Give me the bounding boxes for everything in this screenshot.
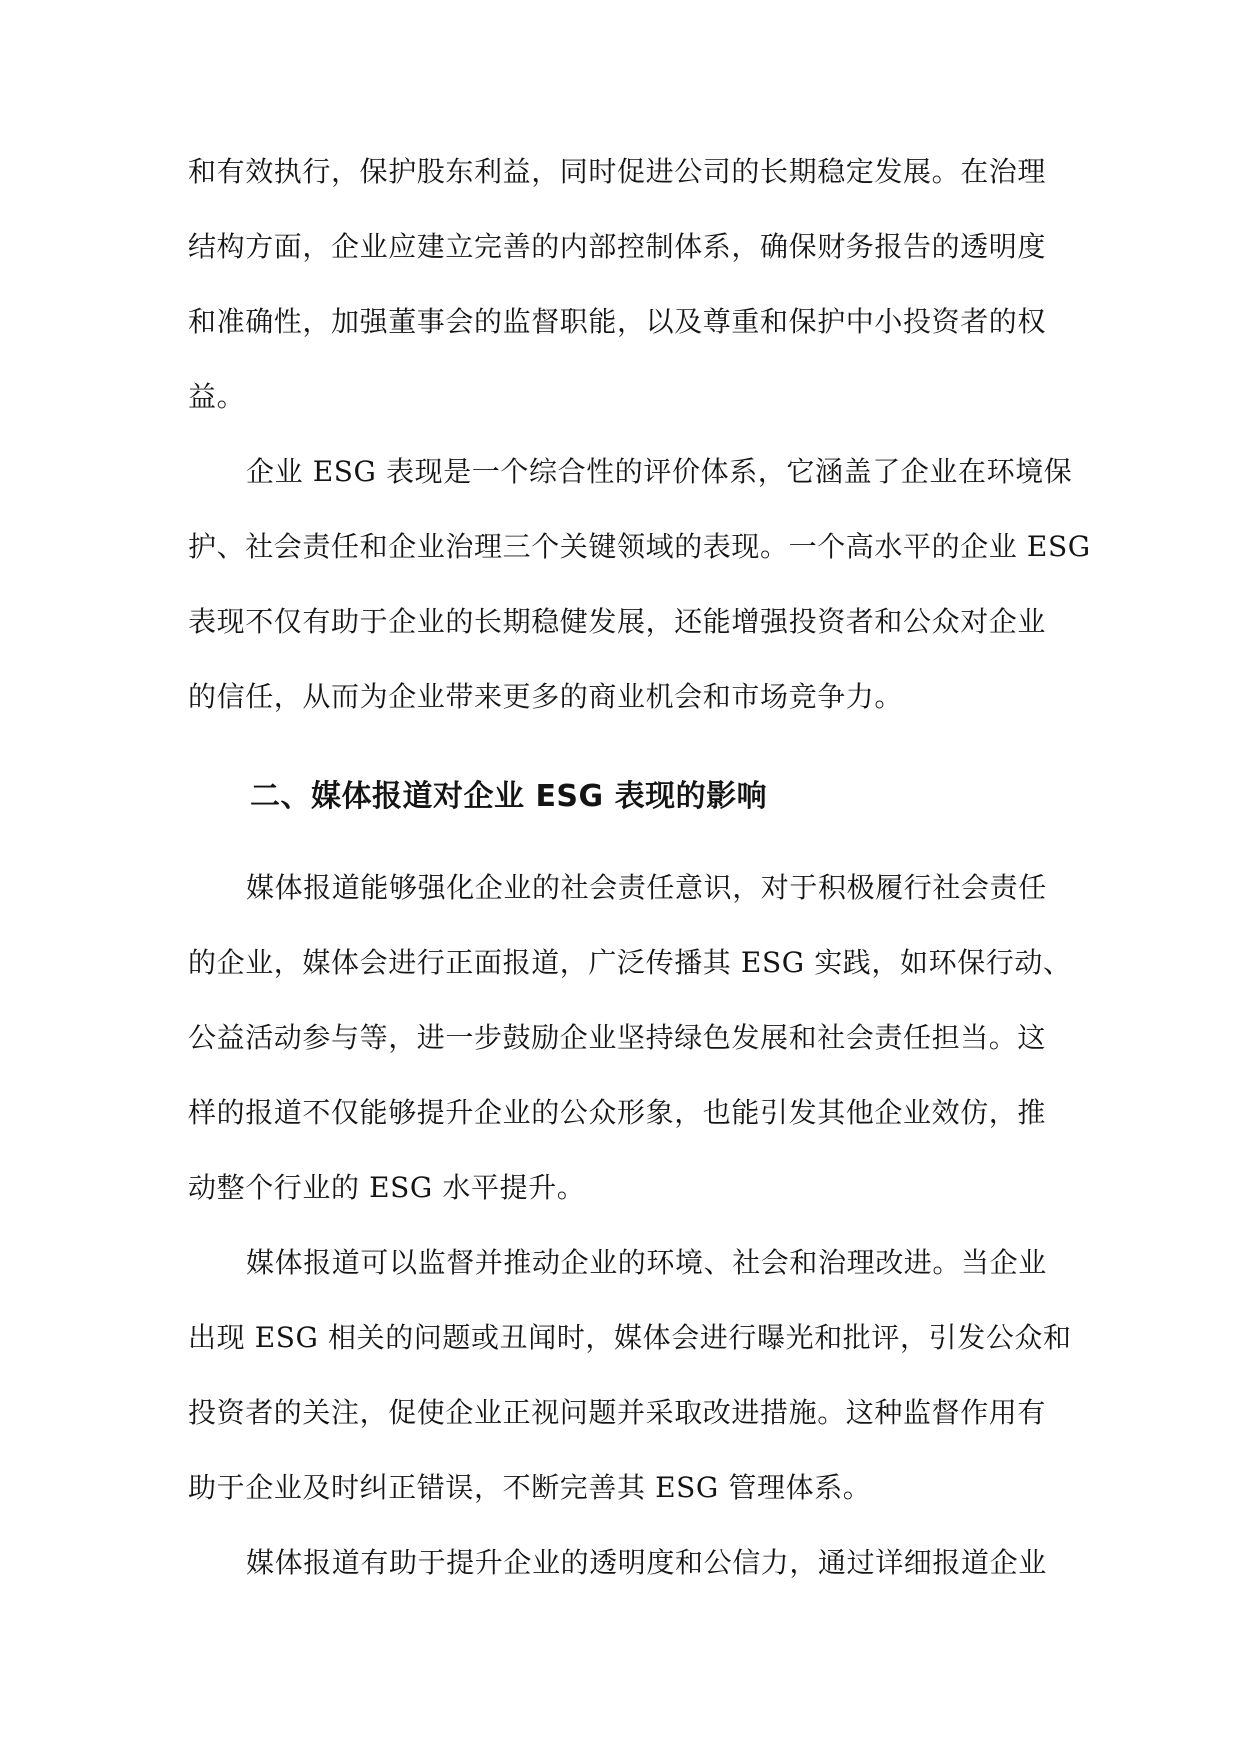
paragraph-line: 媒体报道能够强化企业的社会责任意识，对于积极履行社会责任 (246, 871, 1047, 904)
paragraph-line: 公益活动参与等，进一步鼓励企业坚持绿色发展和社会责任担当。这 (188, 1021, 1047, 1054)
paragraph-line: 的企业，媒体会进行正面报道，广泛传播其 ESG 实践，如环保行动、 (188, 946, 1072, 979)
paragraph-line: 投资者的关注，促使企业正视问题并采取改进措施。这种监督作用有 (188, 1396, 1047, 1429)
paragraph-line: 和准确性，加强董事会的监督职能，以及尊重和保护中小投资者的权 (188, 305, 1047, 338)
paragraph-line: 出现 ESG 相关的问题或丑闻时，媒体会进行曝光和批评，引发公众和 (188, 1321, 1072, 1354)
paragraph-line: 动整个行业的 ESG 水平提升。 (188, 1171, 586, 1204)
paragraph-line: 表现不仅有助于企业的长期稳健发展，还能增强投资者和公众对企业 (188, 605, 1047, 638)
paragraph-line: 的信任，从而为企业带来更多的商业机会和市场竞争力。 (188, 680, 904, 713)
paragraph-line: 益。 (188, 380, 246, 413)
paragraph-line: 企业 ESG 表现是一个综合性的评价体系，它涵盖了企业在环境保 (246, 455, 1073, 488)
section-heading: 二、媒体报道对企业 ESG 表现的影响 (250, 779, 768, 814)
paragraph-line: 和有效执行，保护股东利益，同时促进公司的长期稳定发展。在治理 (188, 155, 1047, 188)
paragraph-line: 护、社会责任和企业治理三个关键领域的表现。一个高水平的企业 ESG (188, 530, 1091, 563)
paragraph-line: 媒体报道有助于提升企业的透明度和公信力，通过详细报道企业 (246, 1546, 1047, 1579)
paragraph-line: 媒体报道可以监督并推动企业的环境、社会和治理改进。当企业 (246, 1246, 1047, 1279)
paragraph-line: 助于企业及时纠正错误，不断完善其 ESG 管理体系。 (188, 1471, 872, 1504)
paragraph-line: 结构方面，企业应建立完善的内部控制体系，确保财务报告的透明度 (188, 230, 1047, 263)
paragraph-line: 样的报道不仅能够提升企业的公众形象，也能引发其他企业效仿，推 (188, 1096, 1047, 1129)
